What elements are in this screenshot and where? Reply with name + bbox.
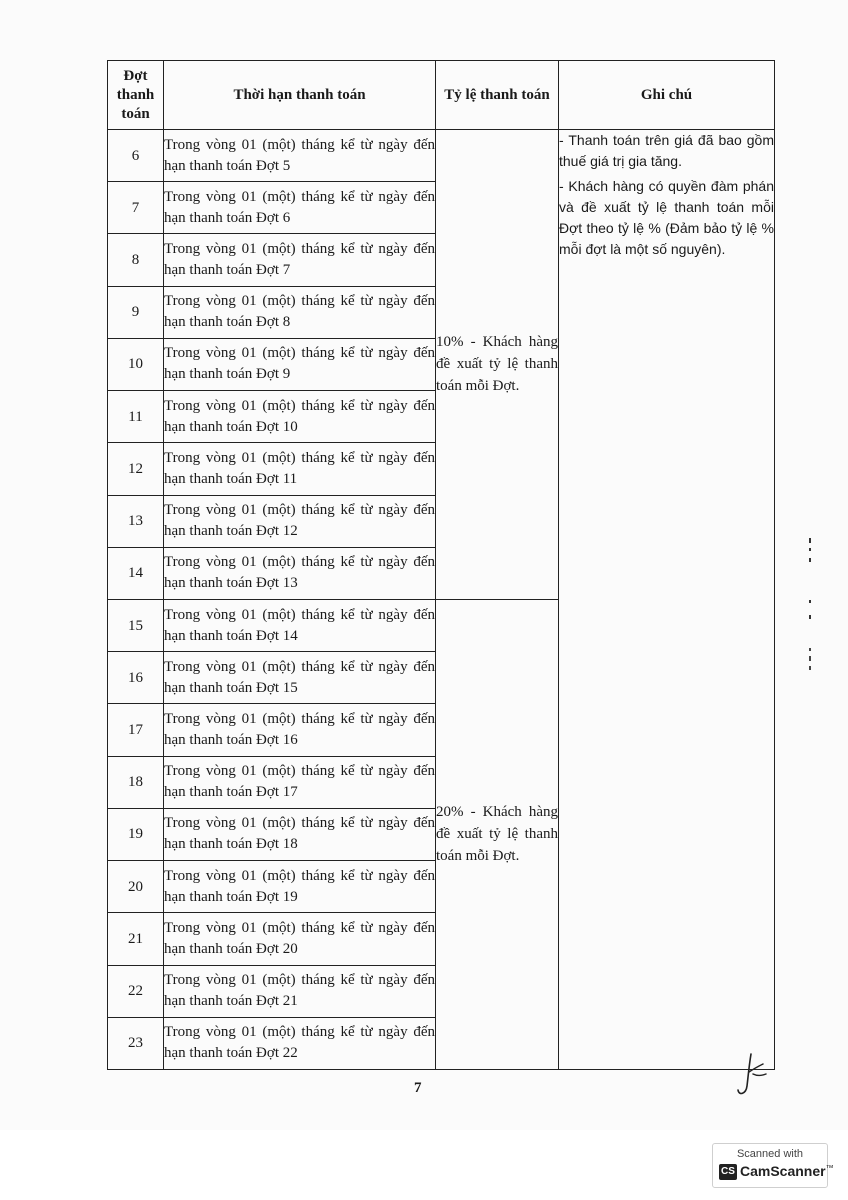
installment-number: 6 [108,130,164,182]
installment-number: 22 [108,965,164,1017]
payment-deadline: Trong vòng 01 (một) tháng kể từ ngày đến hạn thanh toán Đợt 20 [164,913,436,965]
payment-deadline: Trong vòng 01 (một) tháng kể từ ngày đến hạn thanh toán Đợt 8 [164,286,436,338]
camscanner-brand [740,1163,834,1179]
table-row [108,130,775,182]
payment-deadline: Trong vòng 01 (một) tháng kể từ ngày đến hạn thanh toán Đợt 17 [164,756,436,808]
handwritten-signature [733,1052,769,1098]
margin-scan-marks [805,538,815,678]
payment-deadline: Trong vòng 01 (một) tháng kể từ ngày đến hạn thanh toán Đợt 18 [164,808,436,860]
table-header-row [108,61,775,130]
installment-number: 9 [108,286,164,338]
header-payment-deadline: Thời hạn thanh toán [164,61,436,130]
payment-deadline: Trong vòng 01 (một) tháng kể từ ngày đến hạn thanh toán Đợt 12 [164,495,436,547]
installment-number: 8 [108,234,164,286]
note-vat: - Thanh toán trên giá đã bao gồm thuế giá trị gia tăng. [559,132,774,169]
rate-group-10-percent: 10% - Khách hàng đề xuất tỷ lệ thanh toán mỗi Đợt. [436,130,559,600]
payment-deadline: Trong vòng 01 (một) tháng kể từ ngày đến hạn thanh toán Đợt 6 [164,182,436,234]
payment-deadline: Trong vòng 01 (một) tháng kể từ ngày đến hạn thanh toán Đợt 14 [164,599,436,651]
payment-deadline: Trong vòng 01 (một) tháng kể từ ngày đến hạn thanh toán Đợt 5 [164,130,436,182]
trademark-mark: ™ [825,1163,834,1173]
camscanner-logo-icon: CS [719,1164,737,1180]
header-payment-rate: Tỷ lệ thanh toán [436,61,559,130]
installment-number: 7 [108,182,164,234]
header-notes: Ghi chú [559,61,775,130]
payment-deadline: Trong vòng 01 (một) tháng kể từ ngày đến hạn thanh toán Đợt 13 [164,547,436,599]
installment-number: 16 [108,652,164,704]
rate-group-20-percent: 20% - Khách hàng đề xuất tỷ lệ thanh toán mỗi Đợt. [436,599,559,1069]
note-negotiation: - Khách hàng có quyền đàm phán và đề xuất tỷ lệ thanh toán mỗi Đợt theo tỷ lệ % (Đảm bảo tỷ lệ % mỗi đợt là một số nguyên). [559,178,774,257]
installment-number: 15 [108,599,164,651]
payment-deadline: Trong vòng 01 (một) tháng kể từ ngày đến hạn thanh toán Đợt 19 [164,861,436,913]
payment-deadline: Trong vòng 01 (một) tháng kể từ ngày đến hạn thanh toán Đợt 15 [164,652,436,704]
installment-number: 13 [108,495,164,547]
payment-deadline: Trong vòng 01 (một) tháng kể từ ngày đến hạn thanh toán Đợt 22 [164,1017,436,1069]
installment-number: 20 [108,861,164,913]
page-number: 7 [414,1080,422,1096]
notes-cell [559,130,775,1070]
scanned-with-label: Scanned with [736,1148,804,1160]
installment-number: 23 [108,1017,164,1069]
payment-deadline: Trong vòng 01 (một) tháng kể từ ngày đến hạn thanh toán Đợt 11 [164,443,436,495]
payment-deadline: Trong vòng 01 (một) tháng kể từ ngày đến hạn thanh toán Đợt 21 [164,965,436,1017]
installment-number: 19 [108,808,164,860]
payment-deadline: Trong vòng 01 (một) tháng kể từ ngày đến hạn thanh toán Đợt 10 [164,391,436,443]
payment-deadline: Trong vòng 01 (một) tháng kể từ ngày đến hạn thanh toán Đợt 9 [164,338,436,390]
installment-number: 18 [108,756,164,808]
installment-number: 11 [108,391,164,443]
camscanner-brand-name: CamScanner [740,1163,826,1179]
installment-number: 12 [108,443,164,495]
installment-number: 10 [108,338,164,390]
header-installment: Đợt thanh toán [108,61,164,130]
installment-number: 21 [108,913,164,965]
payment-schedule-table [107,60,775,1070]
camscanner-watermark [712,1143,834,1188]
payment-deadline: Trong vòng 01 (một) tháng kể từ ngày đến hạn thanh toán Đợt 7 [164,234,436,286]
payment-deadline: Trong vòng 01 (một) tháng kể từ ngày đến hạn thanh toán Đợt 16 [164,704,436,756]
installment-number: 17 [108,704,164,756]
installment-number: 14 [108,547,164,599]
